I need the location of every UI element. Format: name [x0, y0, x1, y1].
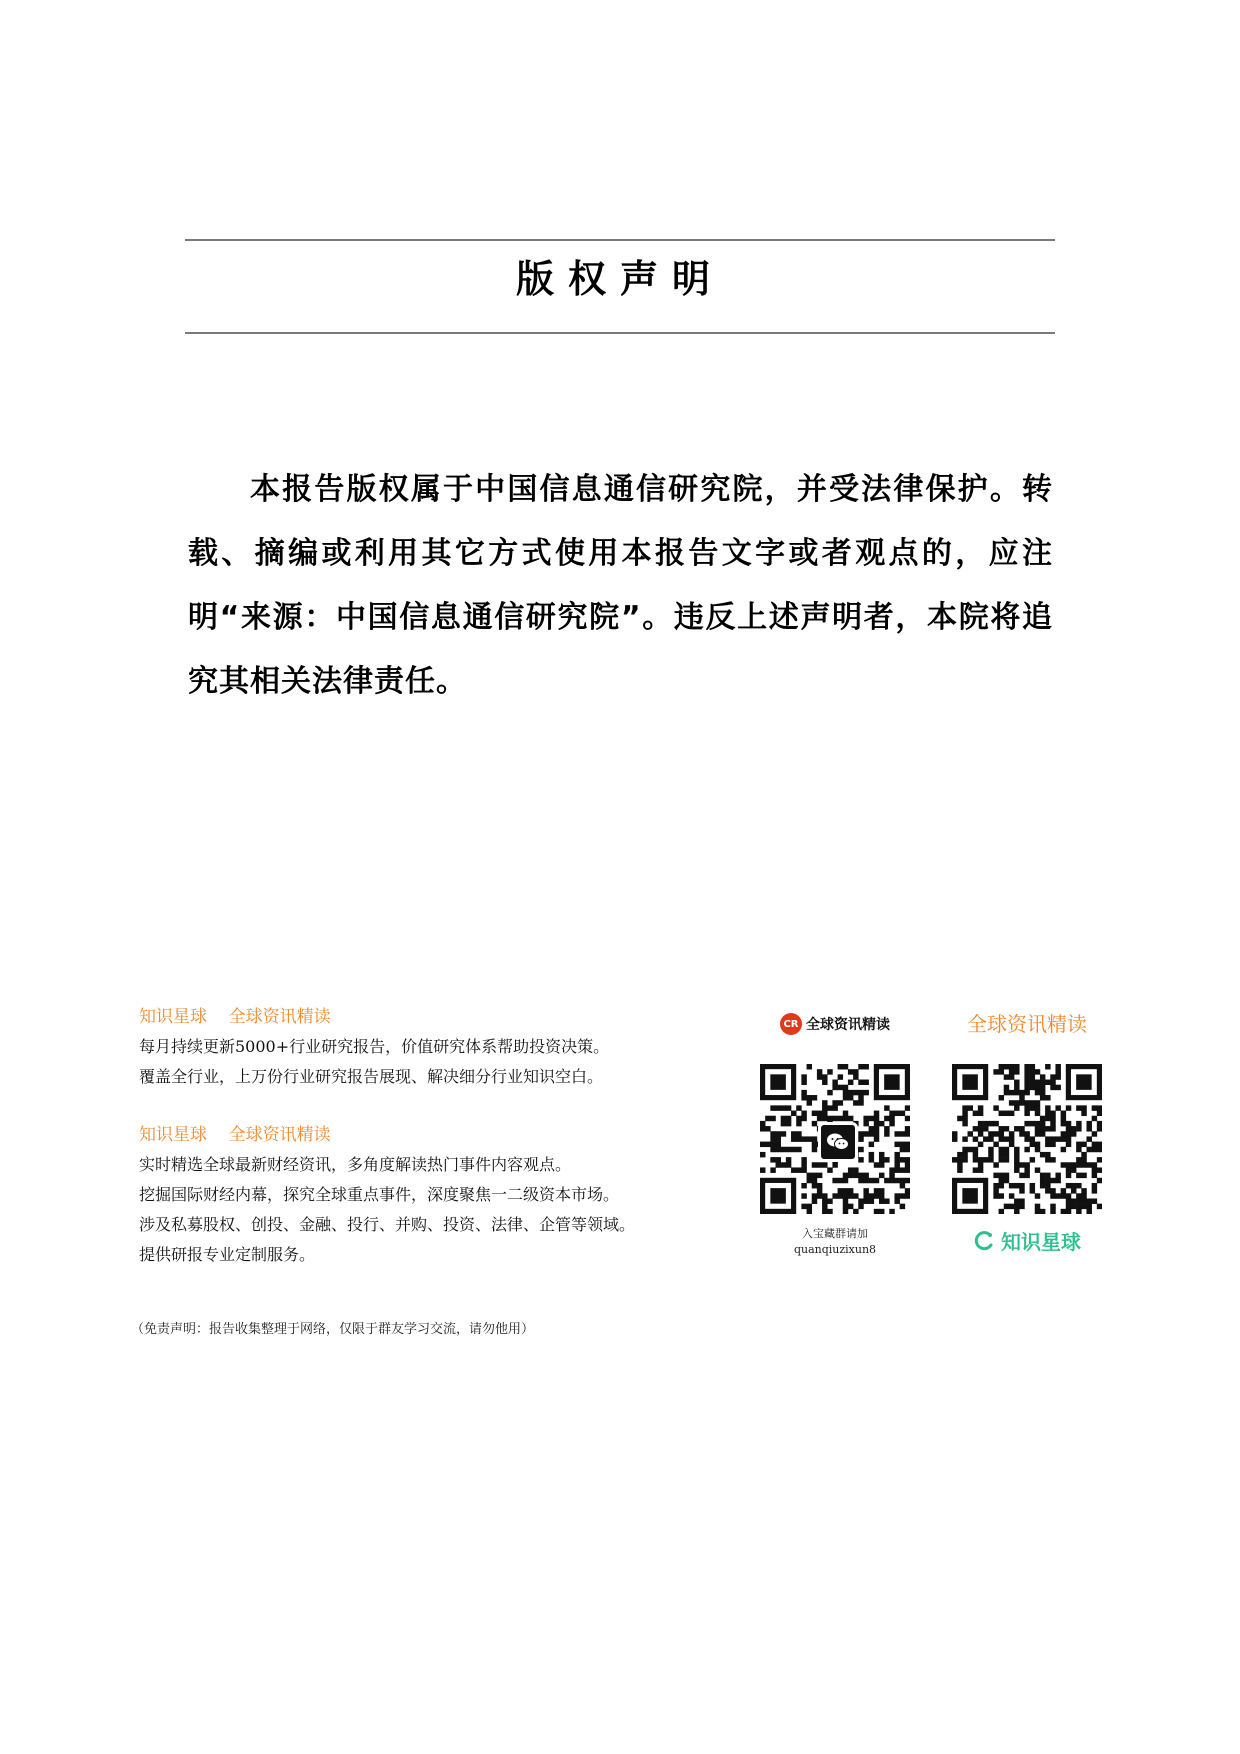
cr-logo-icon: CR [780, 1013, 802, 1035]
title-rule-top [185, 239, 1055, 241]
promo-line: 提供研报专业定制服务。 [139, 1245, 316, 1264]
zsxq-icon [973, 1230, 995, 1252]
qr-heading: 全球资讯精读 [967, 1012, 1087, 1036]
qr-code-image [952, 1064, 1102, 1214]
promo-block-one [139, 1002, 729, 1092]
cr-brand-logo [750, 1010, 920, 1038]
zsxq-qr-code[interactable] [952, 1064, 1102, 1214]
disclaimer-text: （免责声明：报告收集整理于网络，仅限于群友学习交流，请勿他用） [131, 1322, 535, 1337]
qr-block-wechat [750, 1010, 920, 1258]
page-title: 版权声明 [515, 256, 724, 301]
qr-caption [750, 1226, 920, 1258]
promo-block-two [139, 1120, 729, 1270]
zsxq-logo [942, 1226, 1112, 1255]
title-rule-bottom [185, 332, 1055, 334]
copyright-statement: 本报告版权属于中国信息通信研究院，并受法律保护。转载、摘编或利用其它方式使用本报告文字或者观点的，应注明“来源：中国信息通信研究院”。违反上述声明者，本院将追究其相关法律责任。 [188, 472, 1053, 699]
qr-caption-line: 入宝藏群请加 [802, 1227, 868, 1240]
promo-line: 涉及私募股权、创投、金融、投行、并购、投资、法律、企管等领域。 [139, 1215, 636, 1234]
qr-block-zsxq [942, 1010, 1112, 1255]
promo-line: 实时精选全球最新财经资讯，多角度解读热门事件内容观点。 [139, 1155, 572, 1174]
promo-line: 挖掘国际财经内幕，探究全球重点事件，深度聚焦一二级资本市场。 [139, 1185, 620, 1204]
promo-line: 覆盖全行业，上万份行业研究报告展现、解决细分行业知识空白。 [139, 1067, 604, 1086]
wechat-icon [818, 1122, 858, 1162]
brand-logo-text: 全球资讯精读 [806, 1017, 890, 1033]
qr-caption-id: quanqiuzixun8 [793, 1243, 877, 1256]
wechat-qr-code[interactable] [760, 1064, 910, 1214]
promo-line: 每月持续更新5000+行业研究报告，价值研究体系帮助投资决策。 [139, 1037, 610, 1056]
promo-heading: 知识星球 全球资讯精读 [139, 1007, 331, 1027]
zsxq-logo-text: 知识星球 [1001, 1230, 1081, 1254]
promo-heading: 知识星球 全球资讯精读 [139, 1125, 331, 1145]
